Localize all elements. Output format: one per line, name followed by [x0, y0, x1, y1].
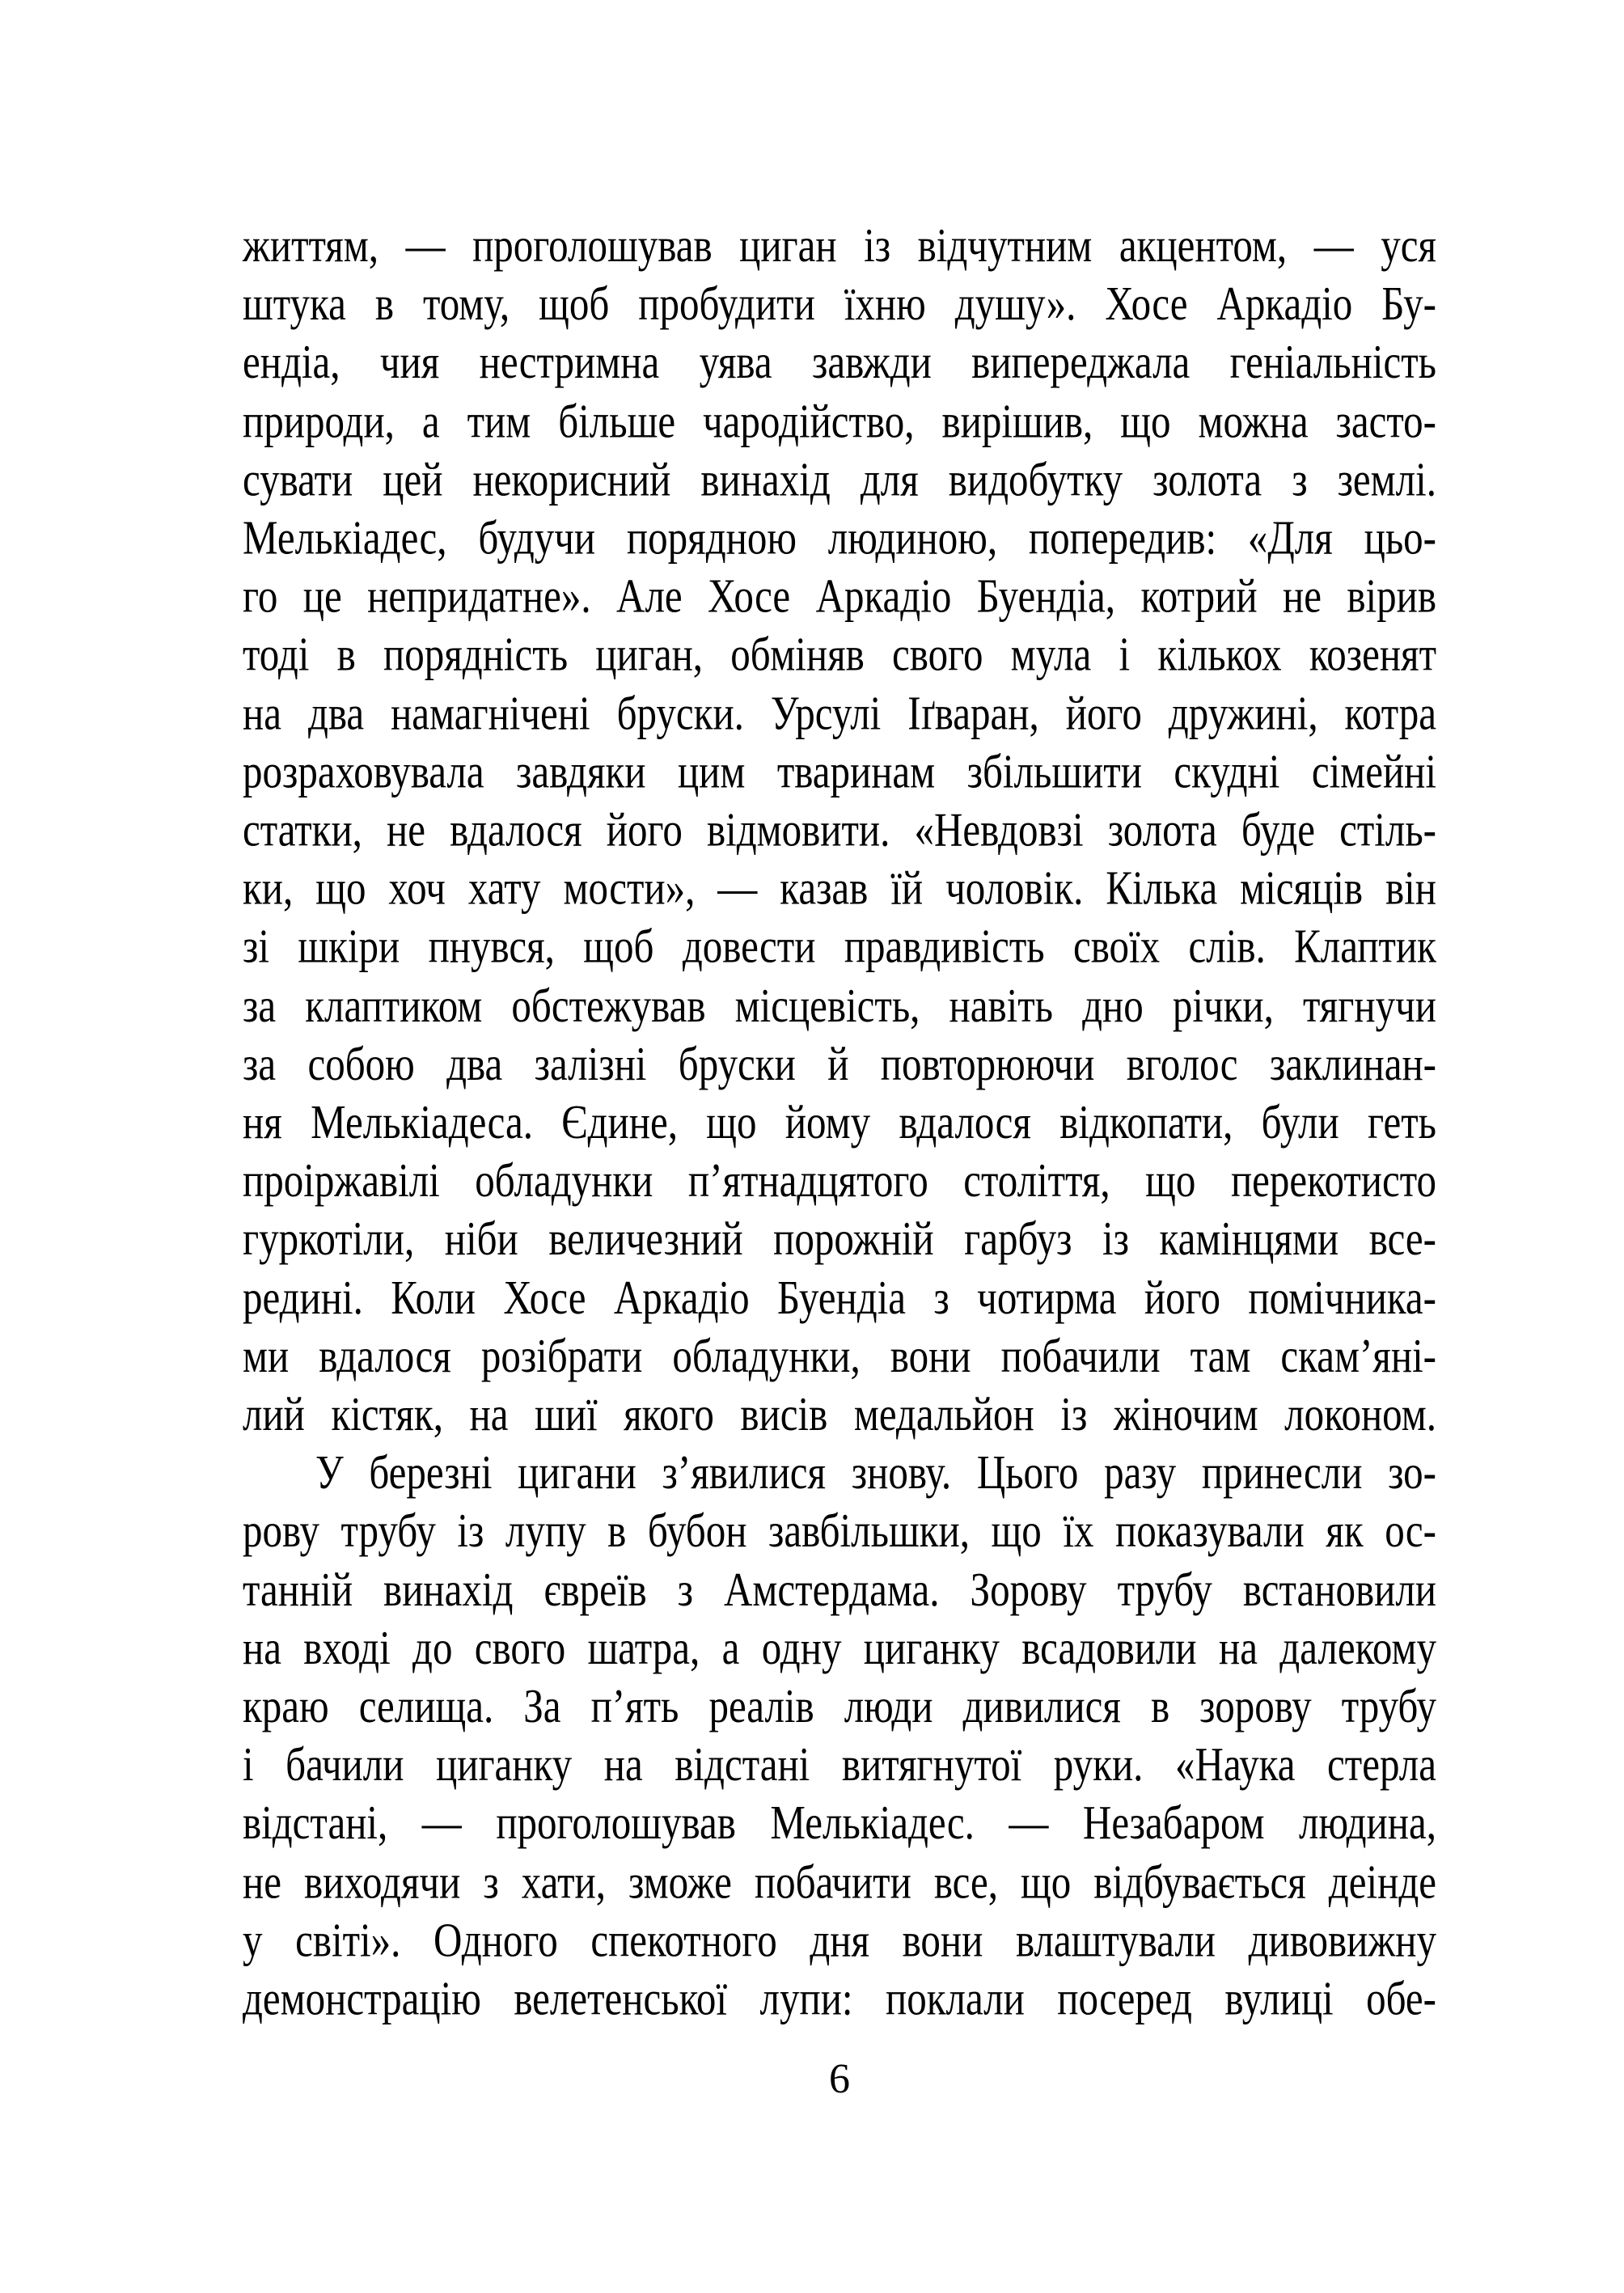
text-line: редині. Коли Хосе Аркадіо Буендіа з чотирма його помічника-: [243, 1270, 1436, 1324]
text-line: не виходячи з хати, зможе побачити все, що відбувається деінде: [243, 1855, 1436, 1909]
text-line: рову трубу із лупу в бубон завбільшки, що їх показували як ос-: [243, 1504, 1436, 1558]
text-line: ня Мелькіадеса. Єдине, що йому вдалося відкопати, були геть: [243, 1095, 1436, 1149]
text-line: У березні цигани з’явилися знову. Цього разу принесли зо-: [315, 1445, 1436, 1500]
text-line: сувати цей некорисний винахід для видобутку золота з землі.: [243, 452, 1436, 506]
text-line: ендіа, чия нестримна уява завжди випереджала геніальність: [243, 335, 1436, 389]
text-line: го це непридатне». Але Хосе Аркадіо Буендіа, котрий не вірив: [243, 569, 1436, 623]
text-line: краю селища. За п’ять реалів люди дивилися в зорову трубу: [243, 1679, 1436, 1733]
text-line: і бачили циганку на відстані витягнутої руки. «Наука стерла: [243, 1737, 1436, 1792]
text-line: у світі». Одного спекотного дня вони влаштували дивовижну: [243, 1913, 1436, 1967]
text-line: за клаптиком обстежував місцевість, навіть дно річки, тягнучи: [243, 978, 1436, 1032]
text-line: на два намагнічені бруски. Урсулі Іґваран, його дружині, котра: [243, 686, 1436, 740]
text-line: Мелькіадес, будучи порядною людиною, попередив: «Для цьо-: [243, 510, 1436, 565]
paragraph-2: [243, 1444, 1436, 2028]
text-line: ми вдалося розібрати обладунки, вони побачили там скам’яні-: [243, 1329, 1436, 1383]
text-line: проіржавілі обладунки п’ятнадцятого століття, що перекотисто: [243, 1153, 1436, 1208]
page-text: [243, 217, 1436, 2029]
text-line: життям, — проголошував циган із відчутним акцентом, — уся: [243, 218, 1436, 273]
paragraph-1: [243, 217, 1436, 1444]
text-line: лий кістяк, на шиї якого висів медальйон із жіночим локоном.: [243, 1387, 1436, 1441]
text-line: танній винахід євреїв з Амстердама. Зорову трубу встановили: [243, 1563, 1436, 1617]
text-line: розраховувала завдяки цим тваринам збільшити скудні сімейні: [243, 744, 1436, 798]
text-line: за собою два залізні бруски й повторюючи вголос заклинан-: [243, 1036, 1436, 1090]
text-line: гуркотіли, ніби величезний порожній гарбуз із камінцями все-: [243, 1212, 1436, 1266]
text-line: зі шкіри пнувся, щоб довести правдивість своїх слів. Клаптик: [243, 920, 1436, 974]
text-line: тоді в порядність циган, обміняв свого мула і кількох козенят: [243, 628, 1436, 682]
text-line: природи, а тим більше чародійство, вирішив, що можна засто-: [243, 394, 1436, 448]
text-line: статки, не вдалося його відмовити. «Невдовзі золота буде стіль-: [243, 802, 1436, 857]
text-line: відстані, — проголошував Мелькіадес. — Незабаром людина,: [243, 1796, 1436, 1850]
text-line: штука в тому, щоб пробудити їхню душу». Хосе Аркадіо Бу-: [243, 277, 1436, 331]
text-line: на вході до свого шатра, а одну циганку всадовили на далекому: [243, 1621, 1436, 1675]
text-line: демонстрацію велетенської лупи: поклали посеред вулиці обе-: [243, 1971, 1436, 2025]
page-number: 6: [829, 2056, 850, 2102]
text-line: ки, що хоч хату мости», — казав їй чоловік. Кілька місяців він: [243, 861, 1436, 916]
